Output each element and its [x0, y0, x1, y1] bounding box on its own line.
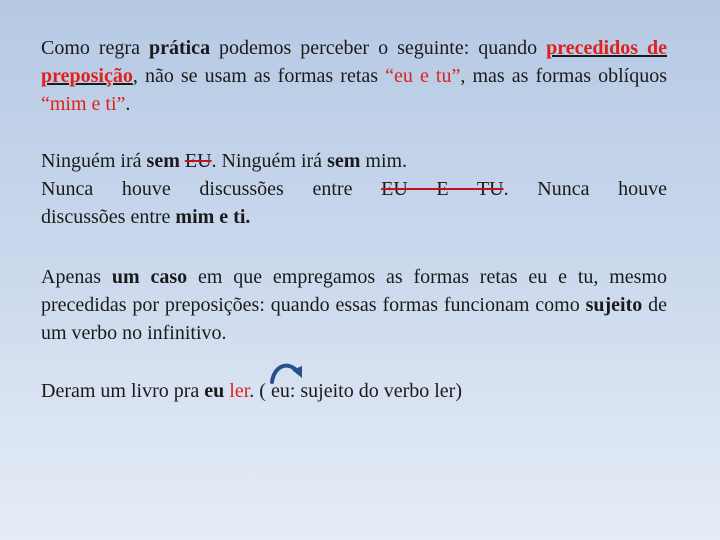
text: , não se usam as formas retas	[132, 65, 386, 87]
example-line-2	[41, 175, 667, 203]
text-bold-eu: eu	[204, 380, 225, 402]
text: Como regra	[41, 37, 149, 59]
text: . Ninguém irá	[211, 150, 328, 172]
text-eu-e-tu: “eu e tu”	[385, 65, 461, 87]
text-bold-mim-e-ti: mim e ti.	[175, 206, 251, 228]
text-ler: ler	[229, 380, 250, 402]
text-bold-sem: sem	[146, 150, 180, 172]
text: .	[125, 93, 131, 115]
example-line-3	[41, 203, 667, 231]
text-precedidos: precedidos de preposição	[41, 37, 667, 87]
text-bold-sem: sem	[327, 150, 361, 172]
text: , mas as formas oblíquos	[460, 65, 667, 87]
text-strike-eu: EU	[184, 150, 212, 172]
text-bold-um-caso: um caso	[111, 266, 188, 288]
text: podemos perceber o seguinte: quando	[210, 37, 547, 59]
text: discussões entre	[41, 206, 176, 228]
paragraph-rule	[41, 34, 667, 118]
text-bold-sujeito: sujeito	[585, 294, 643, 316]
text: de um verbo no infinitivo.	[41, 294, 667, 344]
paragraph-examples	[41, 147, 667, 231]
text-strike-eu-e-tu: EU E TU	[381, 178, 504, 200]
text: . Nunca houve	[503, 178, 667, 200]
paragraph-exception	[41, 263, 667, 347]
text: Deram um livro pra	[41, 380, 205, 402]
text: mim.	[360, 150, 408, 172]
text: . ( eu: sujeito do verbo ler)	[249, 380, 462, 402]
example-line-1	[41, 147, 667, 175]
text-mim-e-ti: “mim e ti”	[41, 93, 126, 115]
text: em que empregamos as formas retas eu e tu, mesmo precedidas por preposições: quando essas formas funcionam como	[41, 266, 667, 316]
text-bold-pratica: prática	[148, 37, 211, 59]
text: Nunca houve discussões entre	[41, 178, 382, 200]
text: Ninguém irá	[41, 150, 147, 172]
paragraph-example-sentence	[41, 377, 667, 405]
text: Apenas	[41, 266, 112, 288]
